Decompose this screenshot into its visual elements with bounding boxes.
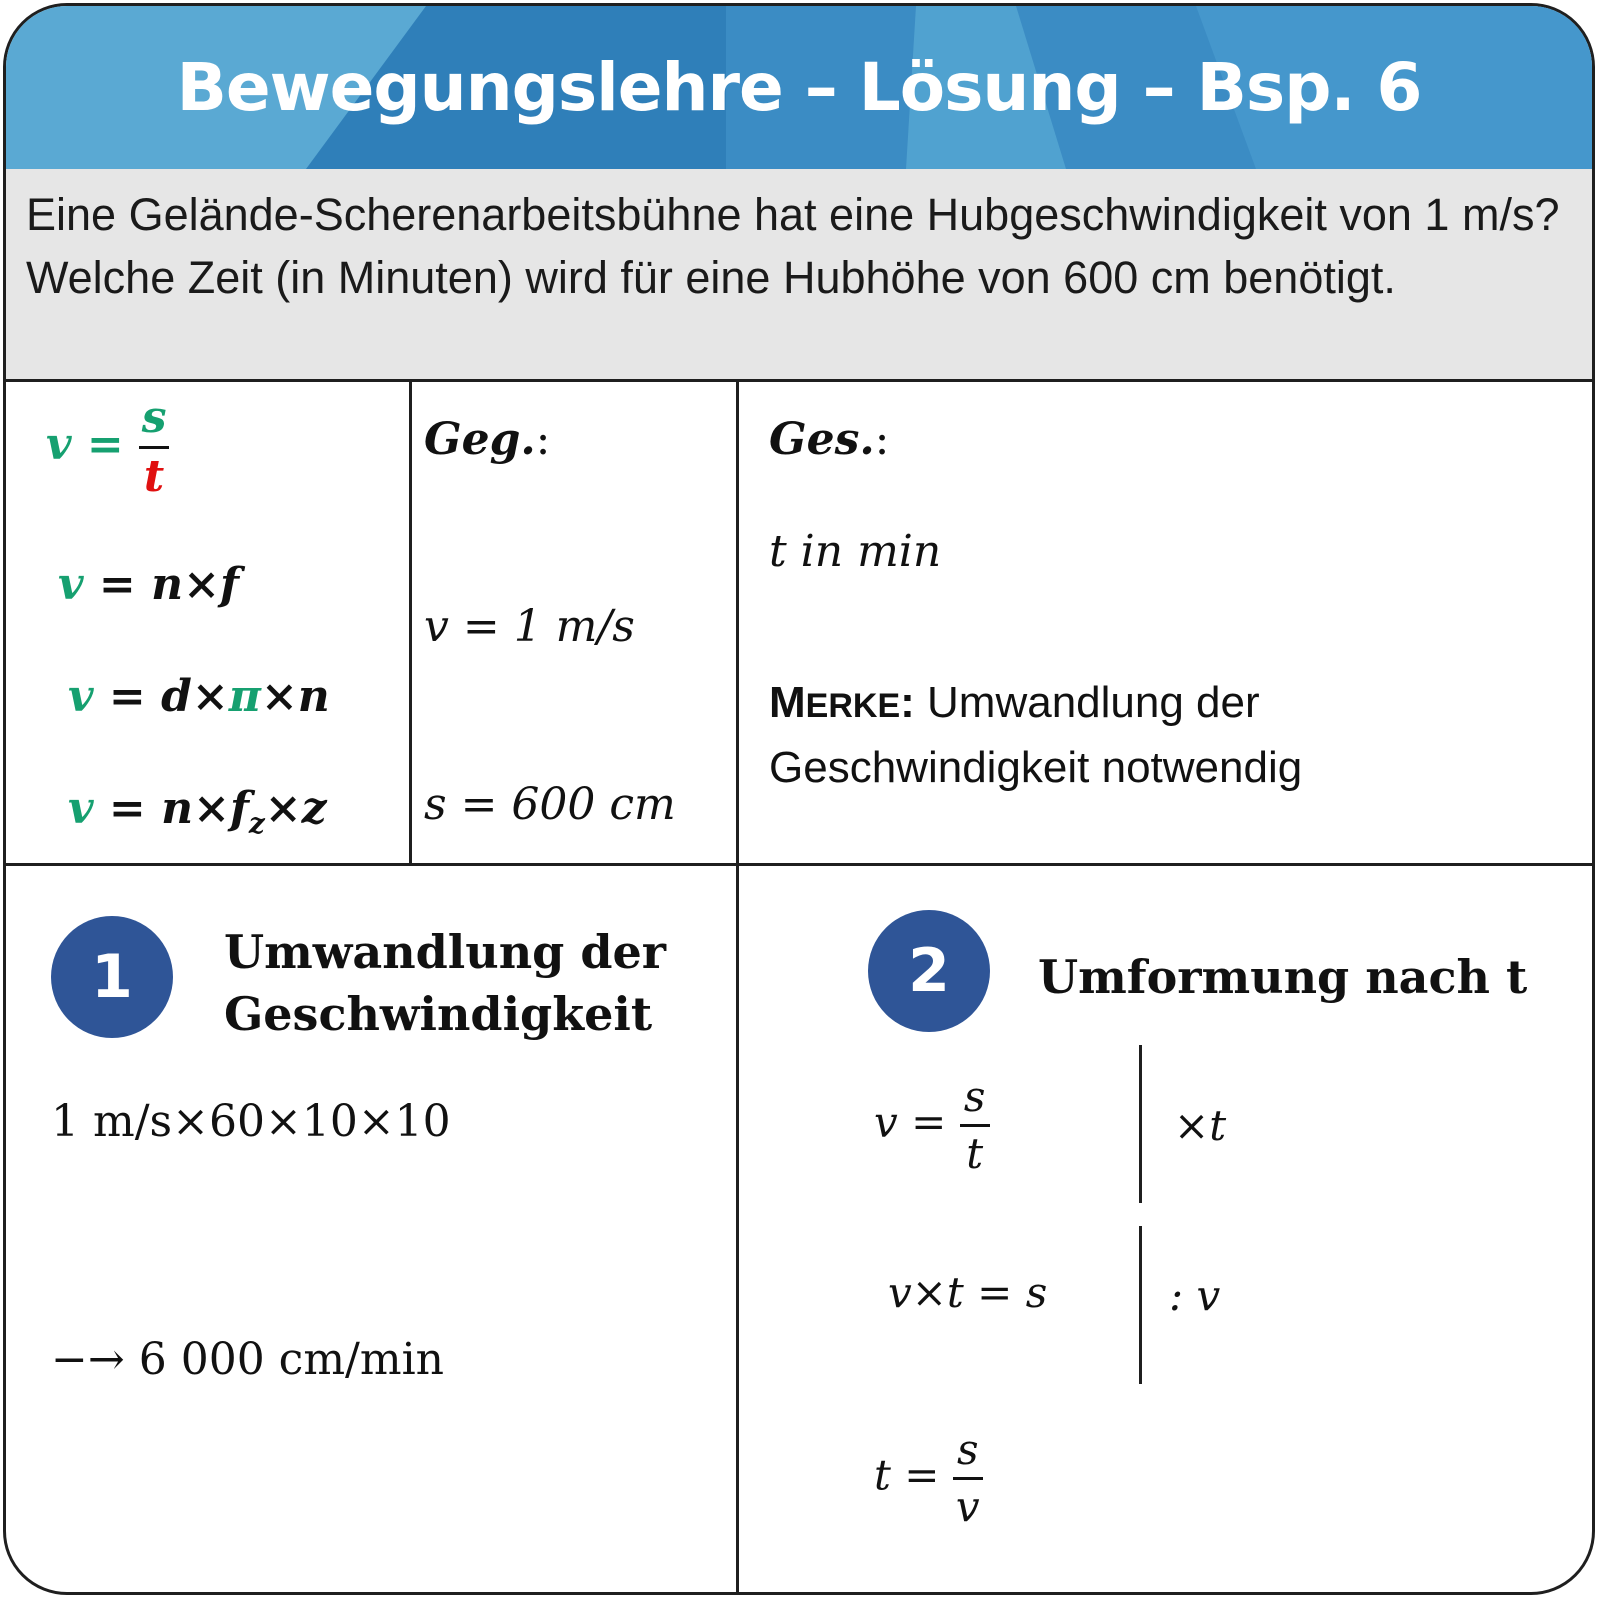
step1-number-badge: 1: [51, 916, 173, 1038]
formula-v-n-fz-z: $v = n\times f_z\times z$: [68, 783, 327, 840]
merke-note: MERKE: Umwandlung der Geschwindigkeit notwendig: [769, 678, 1303, 792]
given-label: Geg.:: [424, 414, 551, 465]
page-title: Bewegungslehre – Lösung – Bsp. 6: [176, 49, 1422, 126]
formula-v-s-t: v = $\frac{s}{t}$: [46, 396, 169, 499]
fraction-numerator: s: [141, 392, 167, 443]
step2-equation3: t = $\frac{s}{v}$: [874, 1429, 983, 1528]
step2-heading: Umformung nach t: [1038, 950, 1528, 1004]
given-velocity: v = 1 m/s: [424, 601, 635, 652]
title-banner: [6, 6, 1592, 169]
given-distance: s = 600 cm: [424, 779, 676, 830]
step2-operation1: ×t: [1174, 1101, 1227, 1150]
sought-time: t in min: [769, 526, 942, 577]
solution-card: [3, 3, 1595, 1595]
merke-text-line1: Umwandlung der: [927, 678, 1260, 727]
operation-divider-2: [1139, 1226, 1142, 1384]
step1-calculation: 1 m/s×60×10×10: [51, 1096, 451, 1147]
merke-initial: M: [769, 678, 806, 727]
question-text: Eine Gelände-Scherenarbeitsbühne hat eine Hubgeschwindigkeit von 1 m/s? Welche Zeit (in Minuten) wird für eine Hubhöhe von 600 cm benötigt.: [6, 169, 1592, 382]
formula-v-n-f: v = n×f: [58, 559, 239, 610]
fraction-denominator: t: [143, 451, 165, 502]
sought-label: Ges.:: [769, 414, 890, 465]
merke-text-line2: Geschwindigkeit notwendig: [769, 743, 1303, 792]
step2-equation1: v = $\frac{s}{t}$: [874, 1076, 990, 1175]
step1-result: −→ 6 000 cm/min: [51, 1334, 444, 1385]
divider-formulas: [409, 382, 412, 865]
step1-heading: Umwandlung der Geschwindigkeit: [224, 925, 667, 1041]
step2-number-badge: 2: [868, 910, 990, 1032]
step2-operation2: : v: [1169, 1271, 1221, 1320]
step2-equation2: v×t = s: [888, 1268, 1048, 1317]
divider-given: [736, 382, 739, 1595]
operation-divider-1: [1139, 1045, 1142, 1203]
divider-row: [6, 863, 1595, 866]
formula-v-d-pi-n: v = d×π×n: [68, 671, 330, 722]
merke-rest: ERKE: [805, 687, 901, 725]
